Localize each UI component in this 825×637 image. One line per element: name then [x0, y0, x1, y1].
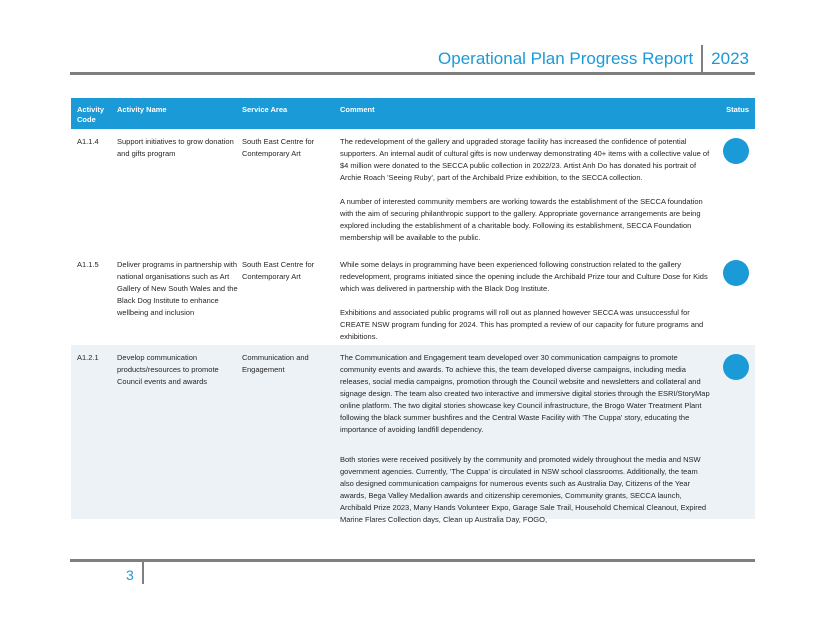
- service-area: South East Centre for Contemporary Art: [242, 260, 315, 281]
- service-area: South East Centre for Contemporary Art: [242, 137, 315, 158]
- comment: [340, 352, 710, 538]
- table-row: [71, 249, 755, 345]
- activity-code: A1.2.1: [77, 353, 99, 362]
- service-area: Communication and Engagement: [242, 353, 309, 374]
- column-header-comment: Comment: [340, 105, 375, 114]
- comment-paragraph: A number of interested community members are working towards the establishment of the SECCA foundation with the aim of securing philanthropic support to the gallery. Appropriate governance arrangements are being explored including the establishment of a charitable body. Following its establishment, SECCA Foundation membership will be available to the public.: [340, 197, 703, 242]
- table-row: [71, 129, 755, 249]
- activity-name: Develop communication products/resources to promote Council events and awards: [117, 353, 219, 386]
- footer-divider: [142, 562, 144, 584]
- table-header: [71, 98, 755, 129]
- status-indicator: [723, 138, 749, 164]
- comment-paragraph: Exhibitions and associated public programs will roll out as planned however SECCA was unsuccessful for CREATE NSW program funding for 2024. This has prompted a review of our capacity for future programs and exhibitions.: [340, 308, 704, 341]
- comment: [340, 259, 710, 355]
- progress-table: [71, 98, 755, 524]
- activity-name: Deliver programs in partnership with national organisations such as Art Gallery of New South Wales and the Black Dog Institute to enhance wellbeing and inclusion: [117, 260, 238, 317]
- header-rule: [70, 72, 755, 75]
- report-title: Operational Plan Progress Report: [438, 49, 694, 68]
- column-header-service-area: Service Area: [242, 105, 288, 114]
- activity-code: A1.1.4: [77, 137, 99, 146]
- status-indicator: [723, 354, 749, 380]
- page-number: 3: [126, 567, 134, 583]
- comment: [340, 136, 710, 256]
- activity-name: Support initiatives to grow donation and gifts program: [117, 137, 234, 158]
- comment-paragraph: The redevelopment of the gallery and upgraded storage facility has increased the confidence of potential supporters. An internal audit of cultural gifts is now underway demonstrating 40+ items with a collective value of $4 million were donated to the SECCA public collection in 2022/23. Artist Anh Do has donated his portrait of Archie Roach 'Seeing Ruby', part of the Archibald Prize exhibition, to the SECCA collection.: [340, 137, 710, 182]
- header-divider: [701, 45, 703, 73]
- activity-code: A1.1.5: [77, 260, 99, 269]
- comment-paragraph: While some delays in programming have been experienced following construction related to the gallery redevelopment, programs initiated since the opening include the Archibald Prize tour and Culture Dose for Kids which was delivered in partnership with the Black Dog Institute.: [340, 260, 708, 293]
- comment-paragraph: The Communication and Engagement team developed over 30 communication campaigns to promote community events and awards. To achieve this, the team developed diverse campaigns, including media releases, social media campaigns, promotion through the Council website and newsletters and collateral and signage design. The team also created two interactive and immersive digital stories through the ESRI/StoryMap online platform. The two digital stories showcase key Council infrastructure, the Brogo Water Treatment Plant following the black summer bushfires and the Central Waste Facility with 'The Cuppa' story, educating the importance of avoiding landfill dependency.: [340, 353, 710, 434]
- table-row: [71, 345, 755, 524]
- report-year: 2023: [711, 49, 749, 68]
- column-header-activity-name: Activity Name: [117, 105, 167, 114]
- status-indicator: [723, 260, 749, 286]
- column-header-activity-code: Activity Code: [77, 105, 105, 124]
- report-header: [438, 44, 749, 74]
- footer-rule: [70, 559, 755, 562]
- column-header-status: Status: [726, 105, 749, 114]
- comment-paragraph: Both stories were received positively by the community and promoted widely throughout the media and NSW government agencies. Currently, 'The Cuppa' is circulated in NSW school classrooms. Additionally, the team also designed communication campaigns for numerous events such as Australia Day, Citizens of the Year awards, Bega Valley Medallion awards and citizenship ceremonies, Community grants, SECCA launch, Archibald Prize 2023, Many Hands Volunteer Expo, Garage Sale Trail, Household Chemical Cleanout, Expired Marine Flares Collection days, Clean up Australia Day, FOGO,: [340, 455, 707, 524]
